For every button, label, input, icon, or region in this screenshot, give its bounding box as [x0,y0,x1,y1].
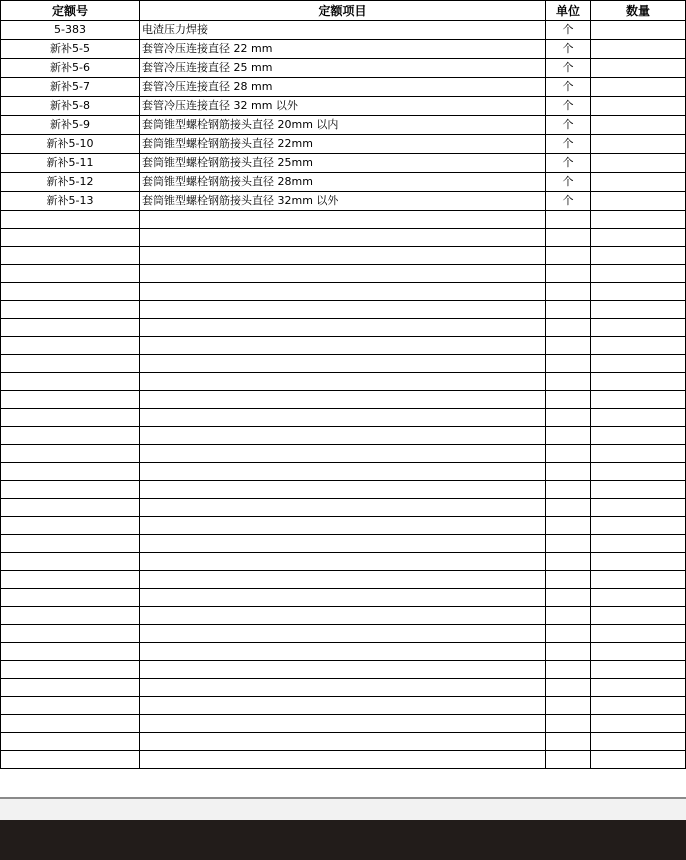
quantity-cell[interactable] [591,391,686,409]
code-cell[interactable] [1,733,140,751]
quantity-cell[interactable] [591,373,686,391]
code-cell[interactable] [1,301,140,319]
quantity-cell[interactable] [591,247,686,265]
empty-row [1,661,686,679]
code-cell[interactable]: 新补5-11 [1,154,140,173]
header-item[interactable]: 定额项目 [140,1,546,21]
code-cell[interactable] [1,751,140,769]
item-cell[interactable]: 套筒锥型螺栓钢筋接头直径 22mm [140,135,546,154]
code-cell[interactable] [1,697,140,715]
unit-cell[interactable]: 个 [546,21,591,40]
item-cell[interactable] [140,625,546,643]
quantity-cell[interactable] [591,154,686,173]
quantity-cell[interactable] [591,679,686,697]
item-cell[interactable]: 套筒锥型螺栓钢筋接头直径 25mm [140,154,546,173]
unit-cell[interactable] [546,733,591,751]
empty-row [1,463,686,481]
item-cell[interactable] [140,607,546,625]
unit-cell[interactable]: 个 [546,173,591,192]
item-cell[interactable]: 套管冷压连接直径 25 mm [140,59,546,78]
item-cell[interactable] [140,463,546,481]
code-cell[interactable] [1,589,140,607]
unit-cell[interactable]: 个 [546,116,591,135]
item-cell[interactable] [140,265,546,283]
empty-row [1,571,686,589]
code-cell[interactable]: 新补5-10 [1,135,140,154]
unit-cell[interactable] [546,571,591,589]
unit-cell[interactable] [546,517,591,535]
code-cell[interactable] [1,319,140,337]
item-cell[interactable] [140,499,546,517]
unit-cell[interactable]: 个 [546,192,591,211]
quantity-cell[interactable] [591,589,686,607]
code-cell[interactable] [1,211,140,229]
item-cell[interactable] [140,481,546,499]
quantity-cell[interactable] [591,319,686,337]
item-cell[interactable] [140,553,546,571]
code-cell[interactable]: 新补5-12 [1,173,140,192]
code-cell[interactable]: 新补5-5 [1,40,140,59]
table-row [1,192,686,211]
table-row [1,40,686,59]
empty-row [1,535,686,553]
item-cell[interactable] [140,247,546,265]
empty-row [1,229,686,247]
empty-row [1,283,686,301]
empty-row [1,301,686,319]
quantity-cell[interactable] [591,97,686,116]
item-cell[interactable] [140,589,546,607]
quantity-cell[interactable] [591,21,686,40]
quantity-cell[interactable] [591,733,686,751]
empty-row [1,445,686,463]
unit-cell[interactable] [546,535,591,553]
code-cell[interactable] [1,535,140,553]
empty-row [1,499,686,517]
code-cell[interactable] [1,643,140,661]
unit-cell[interactable] [546,391,591,409]
code-cell[interactable] [1,427,140,445]
code-cell[interactable] [1,391,140,409]
empty-row [1,211,686,229]
quantity-cell[interactable] [591,517,686,535]
quantity-cell[interactable] [591,192,686,211]
quantity-cell[interactable] [591,571,686,589]
table-row [1,173,686,192]
code-cell[interactable] [1,337,140,355]
code-cell[interactable] [1,517,140,535]
code-cell[interactable] [1,409,140,427]
quantity-cell[interactable] [591,265,686,283]
code-cell[interactable] [1,265,140,283]
quantity-cell[interactable] [591,211,686,229]
item-cell[interactable] [140,319,546,337]
header-row [1,1,686,21]
item-cell[interactable] [140,211,546,229]
quantity-cell[interactable] [591,751,686,769]
quantity-cell[interactable] [591,697,686,715]
item-cell[interactable] [140,733,546,751]
header-code[interactable]: 定额号 [1,1,140,21]
item-cell[interactable] [140,535,546,553]
quantity-cell[interactable] [591,355,686,373]
unit-cell[interactable] [546,301,591,319]
unit-cell[interactable] [546,247,591,265]
item-cell[interactable] [140,301,546,319]
quantity-cell[interactable] [591,59,686,78]
table-row [1,154,686,173]
unit-cell[interactable] [546,715,591,733]
quantity-cell[interactable] [591,715,686,733]
item-cell[interactable]: 套筒锥型螺栓钢筋接头直径 28mm [140,173,546,192]
code-cell[interactable] [1,373,140,391]
quantity-cell[interactable] [591,481,686,499]
empty-row [1,427,686,445]
unit-cell[interactable] [546,481,591,499]
unit-cell[interactable] [546,409,591,427]
unit-cell[interactable] [546,265,591,283]
unit-cell[interactable] [546,499,591,517]
unit-cell[interactable] [546,211,591,229]
empty-row [1,697,686,715]
empty-row [1,355,686,373]
code-cell[interactable] [1,553,140,571]
code-cell[interactable] [1,283,140,301]
quantity-cell[interactable] [591,661,686,679]
item-cell[interactable] [140,517,546,535]
item-cell[interactable] [140,697,546,715]
unit-cell[interactable]: 个 [546,135,591,154]
item-cell[interactable] [140,445,546,463]
code-cell[interactable] [1,661,140,679]
empty-row [1,373,686,391]
unit-cell[interactable] [546,427,591,445]
empty-row [1,337,686,355]
quantity-cell[interactable] [591,445,686,463]
quantity-cell[interactable] [591,463,686,481]
quantity-cell[interactable] [591,427,686,445]
empty-row [1,391,686,409]
code-cell[interactable] [1,679,140,697]
quantity-cell[interactable] [591,499,686,517]
empty-row [1,625,686,643]
empty-row [1,265,686,283]
item-cell[interactable] [140,643,546,661]
unit-cell[interactable] [546,337,591,355]
item-cell[interactable] [140,409,546,427]
unit-cell[interactable] [546,643,591,661]
empty-row [1,517,686,535]
empty-row [1,319,686,337]
item-cell[interactable]: 套管冷压连接直径 28 mm [140,78,546,97]
unit-cell[interactable] [546,607,591,625]
code-cell[interactable]: 新补5-13 [1,192,140,211]
unit-cell[interactable] [546,661,591,679]
unit-cell[interactable]: 个 [546,97,591,116]
quantity-cell[interactable] [591,643,686,661]
empty-row [1,679,686,697]
item-cell[interactable] [140,661,546,679]
code-cell[interactable]: 5-383 [1,21,140,40]
table-row [1,135,686,154]
item-cell[interactable] [140,355,546,373]
quantity-cell[interactable] [591,135,686,154]
unit-cell[interactable] [546,679,591,697]
code-cell[interactable] [1,571,140,589]
quantity-cell[interactable] [591,116,686,135]
quantity-cell[interactable] [591,553,686,571]
empty-row [1,481,686,499]
empty-row [1,409,686,427]
empty-row [1,715,686,733]
unit-cell[interactable]: 个 [546,59,591,78]
unit-cell[interactable]: 个 [546,78,591,97]
table-row [1,59,686,78]
code-cell[interactable] [1,463,140,481]
unit-cell[interactable] [546,697,591,715]
item-cell[interactable] [140,337,546,355]
quantity-cell[interactable] [591,78,686,97]
empty-row [1,553,686,571]
item-cell[interactable] [140,391,546,409]
unit-cell[interactable] [546,283,591,301]
unit-cell[interactable] [546,625,591,643]
empty-row [1,589,686,607]
item-cell[interactable] [140,373,546,391]
quantity-cell[interactable] [591,535,686,553]
unit-cell[interactable] [546,553,591,571]
unit-cell[interactable] [546,445,591,463]
footer-bar [0,820,686,860]
empty-row [1,751,686,769]
item-cell[interactable] [140,283,546,301]
code-cell[interactable] [1,355,140,373]
table-row [1,21,686,40]
unit-cell[interactable]: 个 [546,40,591,59]
item-cell[interactable] [140,571,546,589]
code-cell[interactable] [1,715,140,733]
quantity-cell[interactable] [591,173,686,192]
code-cell[interactable]: 新补5-6 [1,59,140,78]
quantity-cell[interactable] [591,229,686,247]
unit-cell[interactable]: 个 [546,154,591,173]
empty-row [1,733,686,751]
code-cell[interactable] [1,499,140,517]
table-row [1,116,686,135]
quantity-cell[interactable] [591,607,686,625]
item-cell[interactable] [140,427,546,445]
quantity-cell[interactable] [591,283,686,301]
item-cell[interactable]: 套筒锥型螺栓钢筋接头直径 32mm 以外 [140,192,546,211]
unit-cell[interactable] [546,229,591,247]
item-cell[interactable]: 套管冷压连接直径 22 mm [140,40,546,59]
code-cell[interactable] [1,229,140,247]
empty-row [1,247,686,265]
empty-row [1,643,686,661]
code-cell[interactable]: 新补5-8 [1,97,140,116]
item-cell[interactable]: 套筒锥型螺栓钢筋接头直径 20mm 以内 [140,116,546,135]
unit-cell[interactable] [546,355,591,373]
item-cell[interactable]: 套管冷压连接直径 32 mm 以外 [140,97,546,116]
quantity-cell[interactable] [591,337,686,355]
unit-cell[interactable] [546,373,591,391]
code-cell[interactable] [1,445,140,463]
unit-cell[interactable] [546,589,591,607]
table-row [1,78,686,97]
item-cell[interactable] [140,751,546,769]
item-cell[interactable] [140,679,546,697]
code-cell[interactable] [1,481,140,499]
table-row [1,97,686,116]
header-unit[interactable]: 单位 [546,1,591,21]
quantity-cell[interactable] [591,409,686,427]
code-cell[interactable] [1,247,140,265]
item-cell[interactable]: 电渣压力焊接 [140,21,546,40]
code-cell[interactable] [1,625,140,643]
quantity-cell[interactable] [591,301,686,319]
item-cell[interactable] [140,229,546,247]
empty-row [1,607,686,625]
header-quantity[interactable]: 数量 [591,1,686,21]
item-cell[interactable] [140,715,546,733]
unit-cell[interactable] [546,319,591,337]
unit-cell[interactable] [546,751,591,769]
code-cell[interactable]: 新补5-9 [1,116,140,135]
quantity-cell[interactable] [591,625,686,643]
sheet-margin [0,799,686,820]
unit-cell[interactable] [546,463,591,481]
code-cell[interactable] [1,607,140,625]
quantity-cell[interactable] [591,40,686,59]
code-cell[interactable]: 新补5-7 [1,78,140,97]
